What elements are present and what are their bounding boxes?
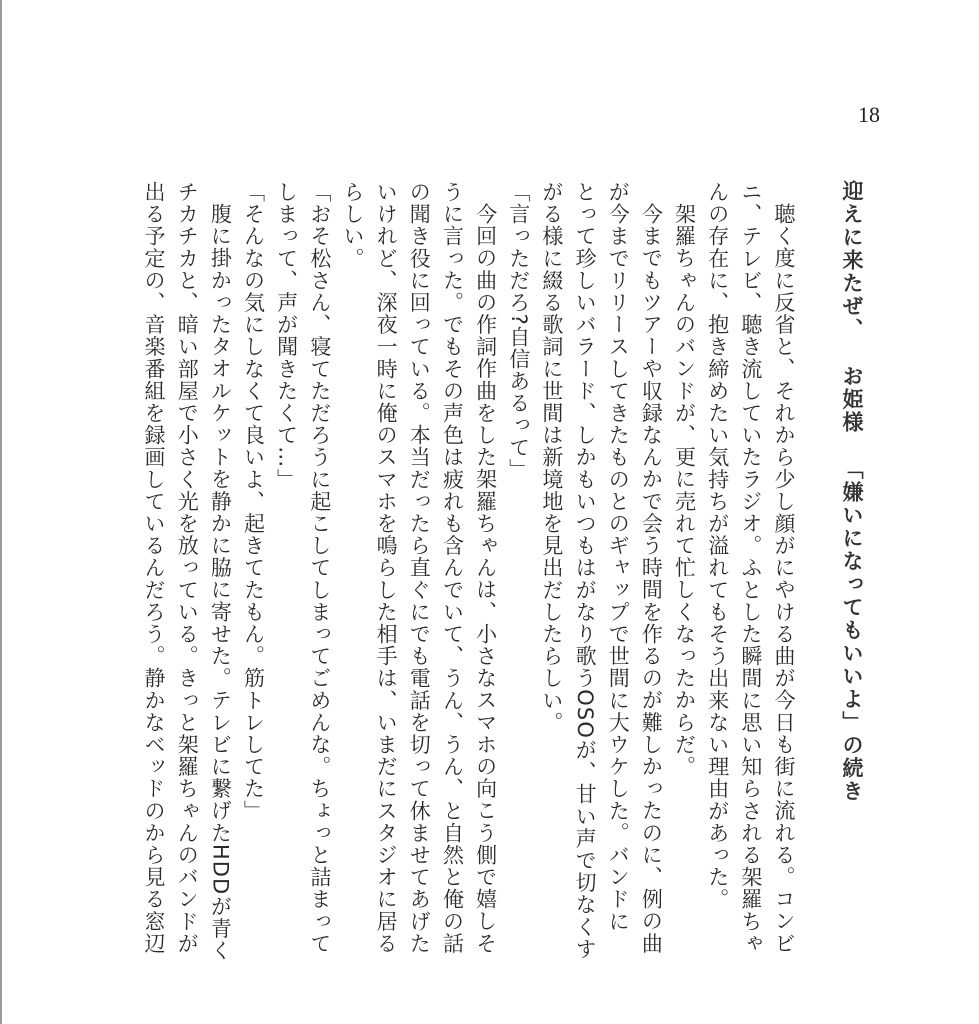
title-part-3: 「嫌いになってもいいよ」の続き (840, 458, 864, 803)
page-edge-divider (0, 0, 2, 1024)
text-line: 「そんなの気にしなくて良いよ、起きてたもん。筋トレしてた」 (241, 181, 266, 822)
text-line: ニ、テレビ、聴き流していたラジオ。ふとした瞬間に思い知らされる架羅ちゃ (738, 181, 763, 955)
text-line: 架羅ちゃんのバンドが、更に売れて忙しくなったからだ。 (672, 203, 697, 778)
text-line: 腹に掛かったタオルケットを静かに脇に寄せた。テレビに繋げたHDDが青く (208, 203, 233, 962)
text-line: 「おそ松さん、寝てただろうに起こしてしまってごめんな。ちょっと詰まって (307, 181, 332, 955)
text-line: が今までリリースしてきたものとのギャップで世間に大ウケした。バンドに (606, 181, 631, 933)
text-line: しまって、声が聞きたくて…」 (274, 181, 299, 491)
title-part-2: お姫様 (840, 365, 864, 434)
text-line: んの存在に、抱き締めたい気持ちが溢れてもそう出来ない理由があった。 (705, 181, 730, 911)
text-line: チカチカと、暗い部屋で小さく光を放っている。きっと架羅ちゃんのバンドが (175, 181, 200, 955)
title-part-1: 迎えに来たぜ、 (840, 180, 864, 341)
text-line: 今までもツアーや収録なんかで会う時間を作るのが難しかったのに、例の曲 (639, 203, 664, 955)
text-line: いけれど、深夜一時に俺のスマホを鳴らした相手は、いまだにスタジオに居る (374, 181, 399, 955)
text-line: 「言っただろ?自信あるって」 (506, 181, 531, 481)
page-number: 18 (858, 102, 880, 127)
text-line: の聞き役に回っている。本当だったら直ぐにでも電話を切って休ませてあげた (407, 181, 432, 955)
text-line: 出る予定の、音楽番組を録画しているんだろう。静かなベッドのから見る窓辺 (142, 181, 167, 955)
text-line: らしい。 (340, 181, 365, 270)
text-line: うに言った。でもその声色は疲れも含んでいて、うん、うん、と自然と俺の話 (440, 181, 465, 955)
text-line: 今回の曲の作詞作曲をした架羅ちゃんは、小さなスマホの向こう側で嬉しそ (473, 203, 498, 955)
text-line: がる様に綴る歌詞に世間は新境地を見出だしたらしい。 (539, 181, 564, 734)
text-line: とって珍しいバラード、しかもいつもはがなり歌うOSOが、甘い声で切なくす (573, 181, 598, 960)
body-text (137, 181, 800, 981)
text-line: 聴く度に反省と、それから少し顔がにやける曲が今日も街に流れる。コンビ (772, 203, 796, 955)
chapter-title (836, 180, 868, 980)
